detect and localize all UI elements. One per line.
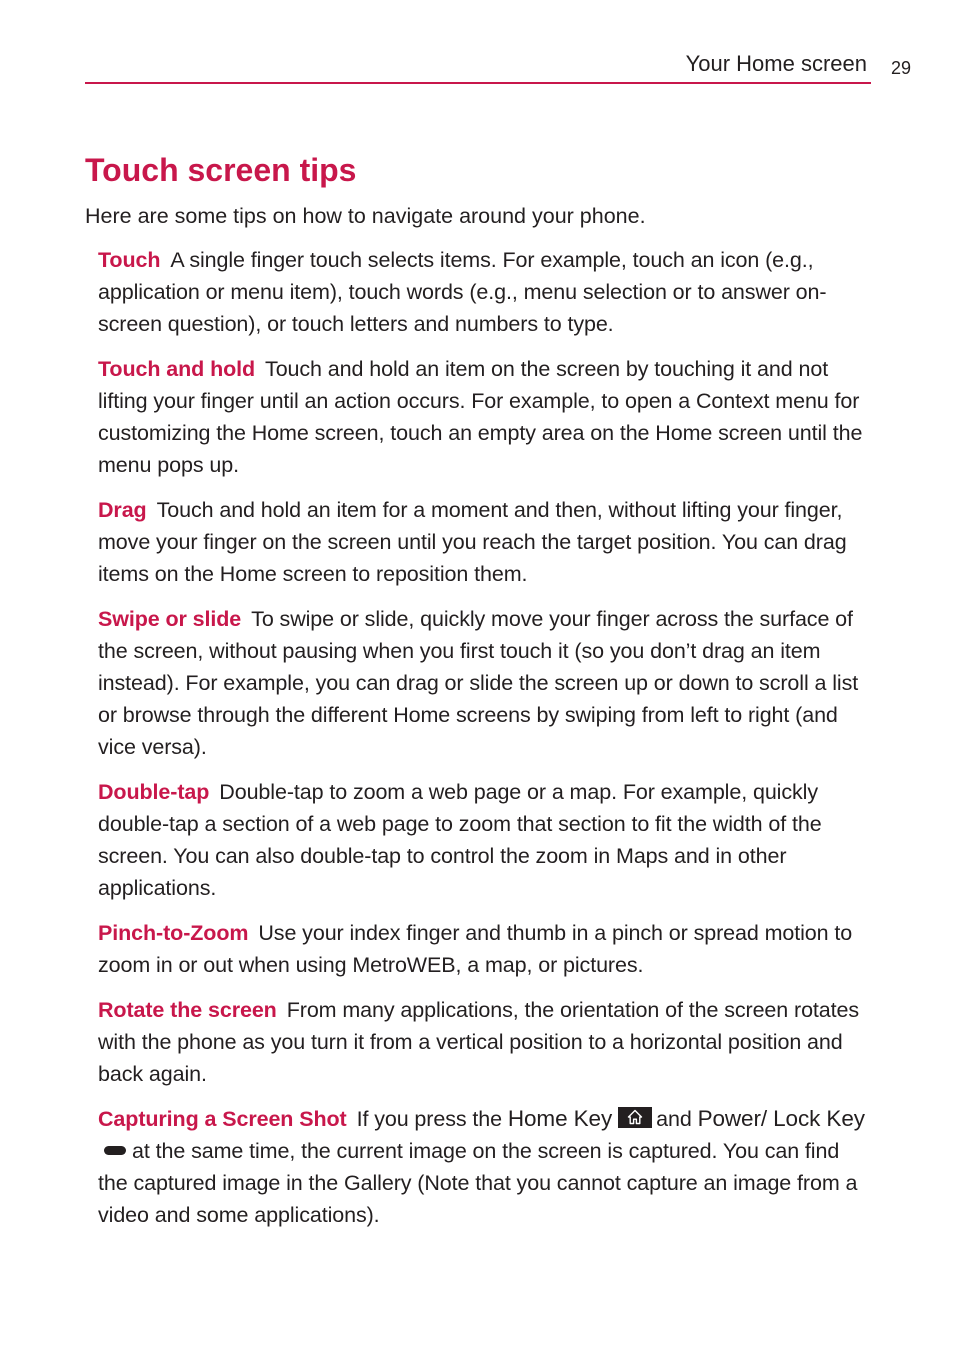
- tip-double-tap: [98, 776, 874, 904]
- tip-term: Pinch-to-Zoom: [98, 921, 249, 945]
- home-key-label: Home Key: [507, 1106, 613, 1131]
- home-icon: [618, 1107, 652, 1128]
- tip-text: A single finger touch selects items. For example, touch an icon (e.g., application or menu item), touch words (e.g., menu selection or to answer on-screen question), or touch letters and numbers to type.: [98, 248, 827, 336]
- tip-text: Touch and hold an item for a moment and then, without lifting your finger, move your finger on the screen until you reach the target position. You can drag items on the Home screen to reposition them.: [98, 498, 847, 586]
- tip-term: Swipe or slide: [98, 607, 242, 631]
- page-number: 29: [891, 58, 912, 78]
- tip-text: at the same time, the current image on the screen is captured. You can find the captured image in the Gallery (Note that you cannot capture an image from a video and some applications).: [98, 1139, 858, 1227]
- page-header: [85, 50, 871, 84]
- tip-text: From many applications, the orientation of the screen rotates with the phone as you turn it from a vertical position to a horizontal position and back again.: [98, 998, 860, 1086]
- tip-text: Use your index finger and thumb in a pinch or spread motion to zoom in or out when using MetroWEB, a map, or pictures.: [98, 921, 853, 977]
- intro-text: Here are some tips on how to navigate around your phone.: [85, 204, 646, 228]
- tip-text: Double-tap to zoom a web page or a map. For example, quickly double-tap a section of a web page to zoom that section to fit the width of the screen. You can also double-tap to control the zoom in Maps and in other applications.: [98, 780, 822, 900]
- power-lock-key-icon: [104, 1146, 126, 1155]
- tip-drag: [98, 494, 874, 590]
- tip-term: Touch and hold: [98, 357, 256, 381]
- tip-term: Double-tap: [98, 780, 210, 804]
- tip-text: If you press the: [356, 1107, 502, 1131]
- tip-text: and: [656, 1107, 692, 1131]
- tip-term: Capturing a Screen Shot: [98, 1107, 347, 1131]
- tip-capturing-screen-shot: [98, 1103, 874, 1231]
- tip-term: Rotate the screen: [98, 998, 277, 1022]
- tip-text: To swipe or slide, quickly move your finger across the surface of the screen, without pausing when you first touch it (so you don’t drag an item instead). For example, you can drag or slide the screen up or down to scroll a list or browse through the different Home screens by swiping from left to right (and vice versa).: [98, 607, 859, 759]
- tip-pinch-to-zoom: [98, 917, 874, 981]
- power-key-label: Power/ Lock Key: [697, 1106, 865, 1131]
- tip-touch-and-hold: [98, 353, 874, 481]
- tips-list: [98, 244, 874, 1244]
- tip-term: Touch: [98, 248, 161, 272]
- page-title: Touch screen tips: [85, 152, 357, 188]
- tip-touch: [98, 244, 874, 340]
- section-title: Your Home screen: [685, 51, 867, 76]
- tip-swipe-or-slide: [98, 603, 874, 763]
- tip-rotate-the-screen: [98, 994, 874, 1090]
- tip-text: Touch and hold an item on the screen by touching it and not lifting your finger until an action occurs. For example, to open a Context menu for customizing the Home screen, touch an empty area on the Home screen until the menu pops up.: [98, 357, 863, 477]
- tip-term: Drag: [98, 498, 147, 522]
